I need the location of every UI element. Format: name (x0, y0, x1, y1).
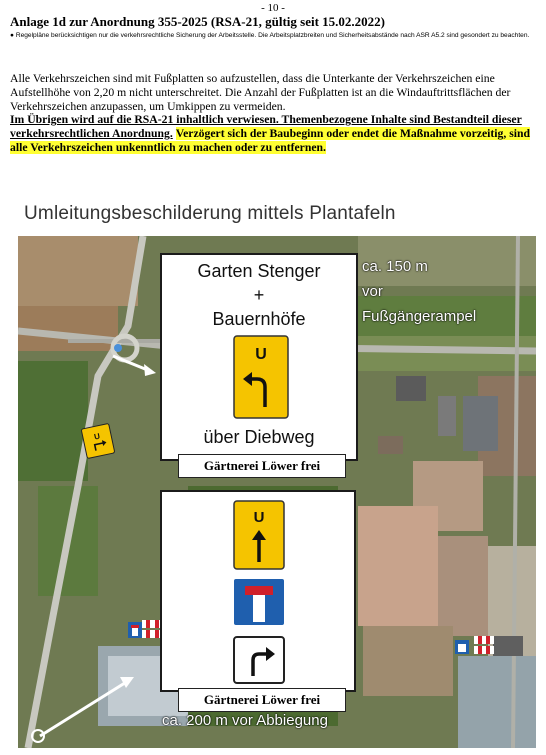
panel-top-line3: Bauernhöfe (212, 309, 306, 329)
panel-top-line2: + (253, 285, 265, 305)
map-title: Umleitungsbeschilderung mittels Plantafeln (24, 203, 396, 224)
small-sign-letter: U (93, 431, 101, 442)
panel-top-via: über Diebweg (203, 427, 315, 447)
plan-panel-top (160, 253, 358, 461)
panel-bottom-caption: Gärtnerei Löwer frei (178, 688, 346, 712)
paragraph-normal: Alle Verkehrszeichen sind mit Fußplatten so aufzustellen, dass die Unterkante der Verkehrszeichen eine Aufstellhöhe von 2,20 m nicht unterschreitet. Die Anzahl der Fußplatten ist an die Windauftrittsflächen der Verkehrszeichen anzupassen, um Umkippen zu vermeiden. (10, 72, 511, 113)
page-number: - 10 - (261, 2, 285, 14)
dead-end-sign-icon (233, 578, 285, 626)
turn-right-sign-icon (233, 636, 285, 684)
detour-sign-left-letter: U (255, 346, 267, 363)
distance-label-bottom: ca. 200 m vor Abbiegung (162, 712, 328, 729)
plan-panel-bottom (160, 490, 356, 692)
distance-label-top-2: vor (362, 283, 383, 300)
footnote-text: Regelpläne berücksichtigen nur die verkehrsrechtliche Sicherung der Arbeitsstelle. Die Arbeitsplatzbreiten und Sicherheitsabstände nach ASR A5.2 sind gesondert zu beachten. (15, 32, 530, 39)
body-text (10, 72, 540, 155)
distance-label-top: ca. 150 m (362, 258, 428, 275)
detour-sign-left (233, 335, 289, 419)
paragraph-highlighted: Verzögert sich der Baubeginn oder endet die Maßnahme vorzeitig, sind alle Verkehrszeichen unkenntlich zu machen oder zu entfernen. (10, 127, 530, 154)
distance-label-top-3: Fußgängerampel (362, 308, 477, 325)
panel-top-caption: Gärtnerei Löwer frei (178, 454, 346, 478)
footnote (10, 32, 540, 41)
detour-sign-straight (233, 500, 285, 570)
footnote-bullet: ● (10, 32, 14, 39)
detour-sign-straight-letter: U (253, 509, 265, 526)
panel-top-line1: Garten Stenger (197, 261, 321, 281)
paragraph-underlined: Im Übrigen wird auf die RSA-21 inhaltlich verwiesen. Themenbezogene Inhalte sind Bestandteil dieser verkehrsrechtlichen Anordnung. (10, 113, 522, 141)
page-heading: Anlage 1d zur Anordnung 355-2025 (RSA-21, gültig seit 15.02.2022) (10, 14, 385, 29)
